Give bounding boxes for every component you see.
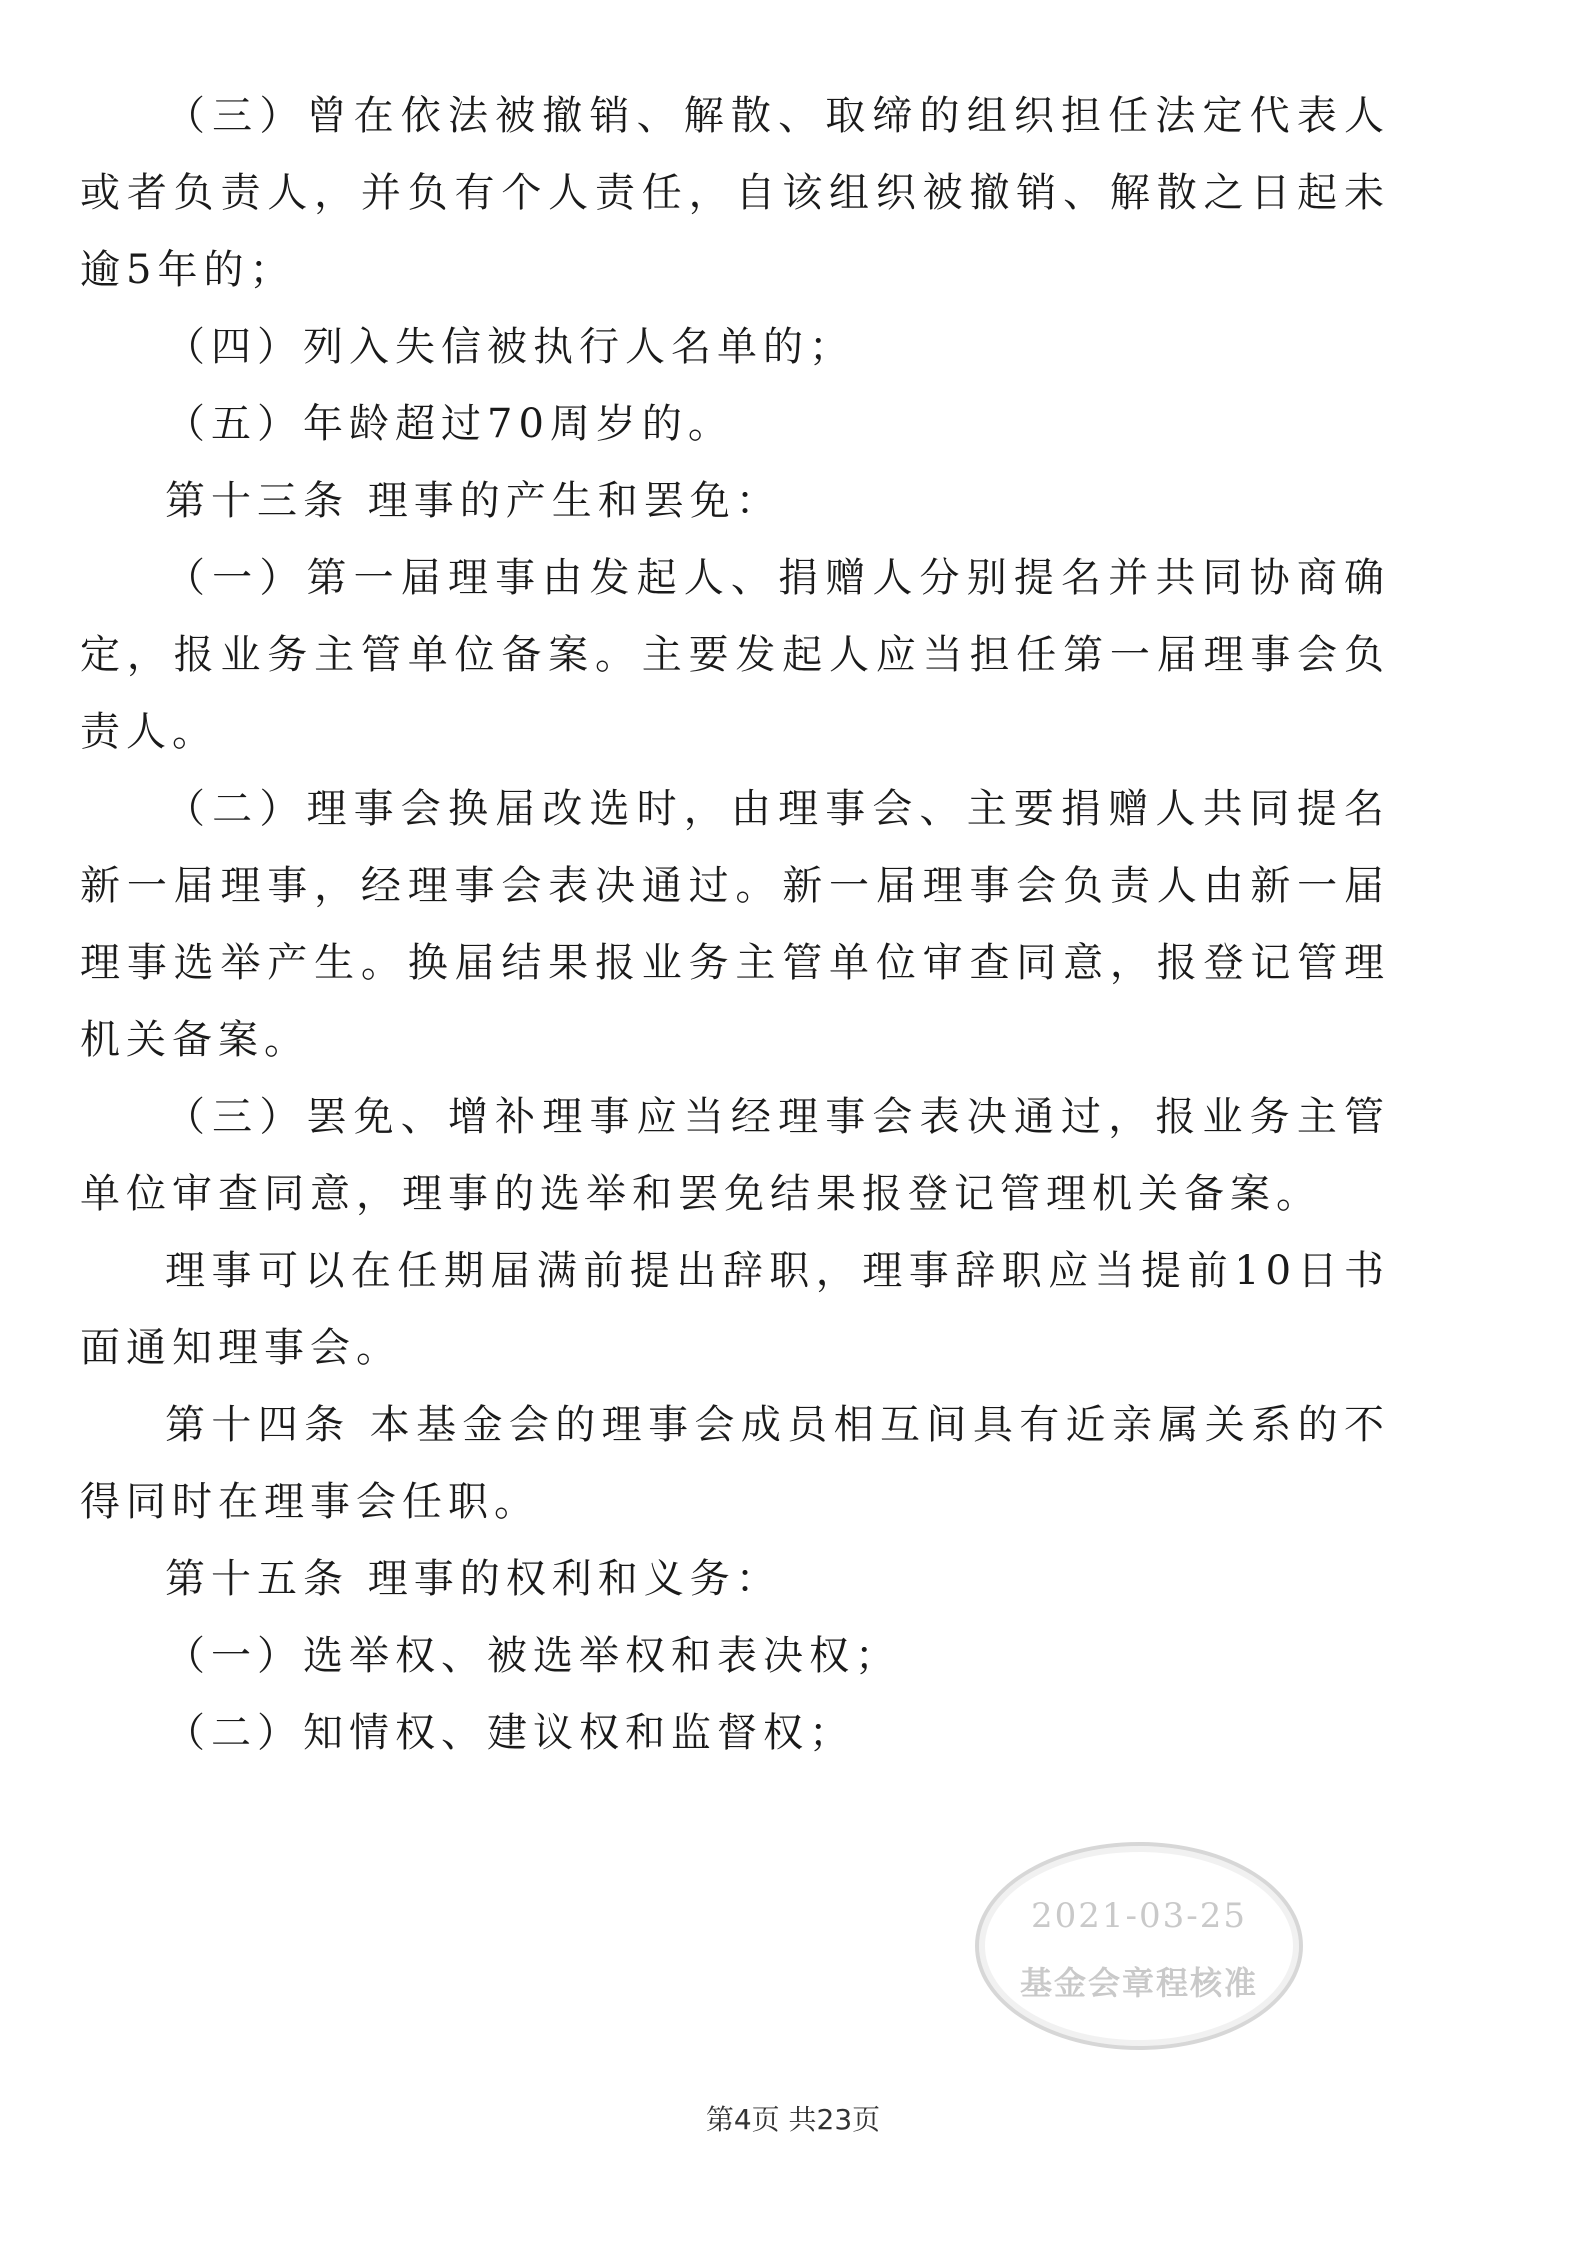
paragraph-resignation: 理事可以在任期届满前提出辞职，理事辞职应当提前10日书面通知理事会。 bbox=[80, 1248, 1390, 1371]
page-number-footer: 第4页 共23页 bbox=[705, 2103, 881, 2136]
paragraph-article-13-item-1: （一）第一届理事由发起人、捐赠人分别提名并共同协商确定，报业务主管单位备案。主要发起人应当担任第一届理事会负责人。 bbox=[80, 555, 1390, 755]
document-body bbox=[80, 78, 1390, 1772]
paragraph-article-13-item-2: （二）理事会换届改选时，由理事会、主要捐赠人共同提名新一届理事，经理事会表决通过。新一届理事会负责人由新一届理事选举产生。换届结果报业务主管单位审查同意，报登记管理机关备案。 bbox=[80, 786, 1390, 1063]
paragraph-clause-4-blacklist: （四）列入失信被执行人名单的； bbox=[165, 324, 855, 370]
article-13-heading: 第十三条 理事的产生和罢免： bbox=[165, 478, 782, 524]
stamp-text: 基金会章程核准 bbox=[1019, 1964, 1258, 2002]
article-15-heading: 第十五条 理事的权利和义务： bbox=[165, 1556, 782, 1602]
paragraph-article-13-item-3: （三）罢免、增补理事应当经理事会表决通过，报业务主管单位审查同意，理事的选举和罢免结果报登记管理机关备案。 bbox=[80, 1094, 1390, 1217]
article-14: 第十四条 本基金会的理事会成员相互间具有近亲属关系的不得同时在理事会任职。 bbox=[80, 1402, 1390, 1525]
stamp-date: 2021-03-25 bbox=[1030, 1896, 1248, 1936]
paragraph-article-15-item-2: （二）知情权、建议权和监督权； bbox=[165, 1710, 855, 1756]
approval-stamp bbox=[975, 1842, 1303, 2050]
paragraph-article-15-item-1: （一）选举权、被选举权和表决权； bbox=[165, 1633, 901, 1679]
paragraph-clause-3-disqualification: （三）曾在依法被撤销、解散、取缔的组织担任法定代表人或者负责人，并负有个人责任，自该组织被撤销、解散之日起未逾5年的； bbox=[80, 93, 1390, 293]
paragraph-clause-5-age: （五）年龄超过70周岁的。 bbox=[165, 401, 734, 447]
